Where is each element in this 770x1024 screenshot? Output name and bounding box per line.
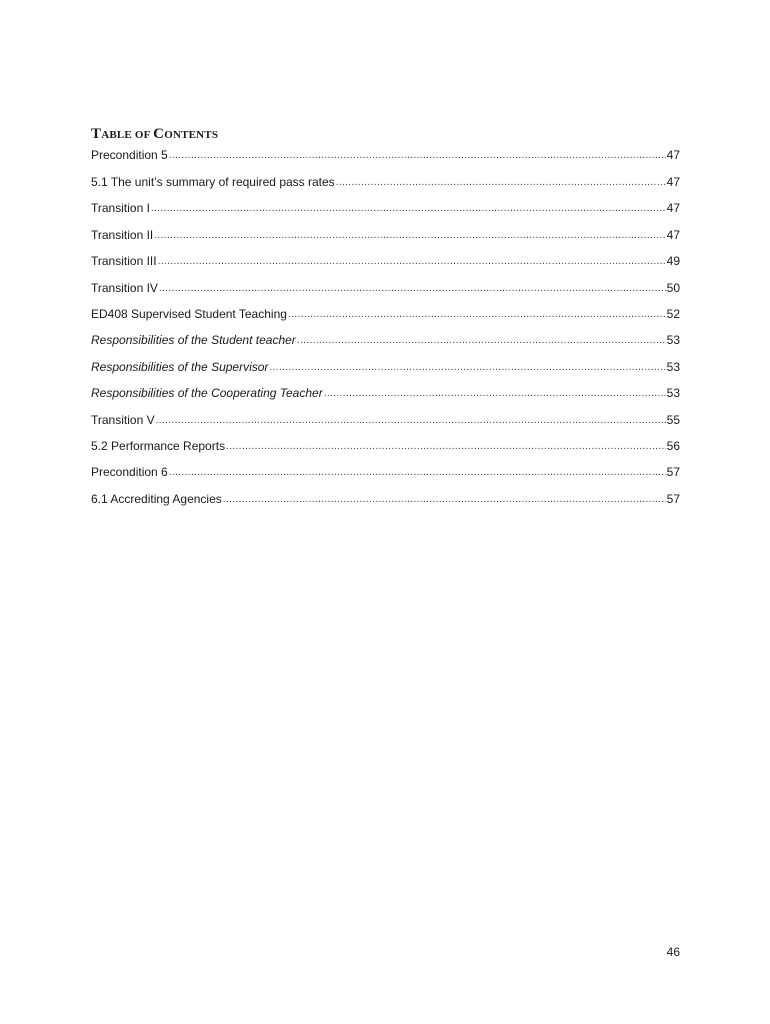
toc-entry-page: 52 xyxy=(666,306,680,321)
toc-entry-page: 57 xyxy=(666,465,680,480)
toc-entry-page: 55 xyxy=(666,412,680,427)
toc-entry-title: Responsibilities of the Student teacher xyxy=(91,333,296,348)
toc-entry-page: 47 xyxy=(666,175,680,189)
toc-entry-page: 53 xyxy=(666,359,680,374)
toc-entry[interactable] xyxy=(91,305,680,331)
toc-dot-leader xyxy=(156,412,666,430)
toc-entry-page: 47 xyxy=(666,148,680,162)
toc-entry-title: Responsibilities of the Cooperating Teacher xyxy=(91,386,323,401)
toc-dot-leader xyxy=(169,464,666,482)
toc-heading-cap-1: T xyxy=(91,126,102,142)
toc-entry-title: 6.1 Accrediting Agencies xyxy=(91,491,222,506)
toc-entry[interactable] xyxy=(91,490,680,516)
toc-dot-leader xyxy=(159,280,666,298)
toc-entry-page: 50 xyxy=(666,280,680,295)
toc-dot-leader xyxy=(297,332,666,350)
toc-list xyxy=(91,146,680,516)
toc-entry-title: 5.2 Performance Reports xyxy=(91,438,226,453)
toc-entry-title: ED408 Supervised Student Teaching xyxy=(91,306,287,321)
toc-entry-page: 47 xyxy=(666,201,680,216)
toc-entry[interactable] xyxy=(91,437,680,463)
toc-heading-cap-2: C xyxy=(153,126,165,142)
toc-entry-page: 56 xyxy=(666,438,680,453)
toc-entry[interactable] xyxy=(91,199,680,225)
toc-entry-page: 49 xyxy=(666,254,680,269)
toc-entry-title: Transition III xyxy=(91,254,157,269)
toc-entry[interactable] xyxy=(91,279,680,305)
toc-entry[interactable] xyxy=(91,331,680,357)
toc-dot-leader xyxy=(151,200,666,218)
toc-entry[interactable] xyxy=(91,384,680,410)
toc-dot-leader xyxy=(169,147,666,165)
toc-entry-title: Transition II xyxy=(91,227,154,242)
toc-entry-title: Transition V xyxy=(91,412,155,427)
toc-entry-title: Precondition 5 xyxy=(91,148,168,162)
toc-entry[interactable] xyxy=(91,146,680,173)
toc-dot-leader xyxy=(288,306,666,324)
toc-entry-title: 5.1 The unit’s summary of required pass rates xyxy=(91,175,335,189)
toc-entry[interactable] xyxy=(91,358,680,384)
toc-entry-page: 53 xyxy=(666,333,680,348)
toc-entry[interactable] xyxy=(91,226,680,252)
toc-heading-rest-2: ONTENTS xyxy=(164,129,219,141)
page-number: 46 xyxy=(666,945,680,959)
toc-entry[interactable] xyxy=(91,463,680,489)
toc-entry-title: Transition I xyxy=(91,201,150,216)
toc-heading xyxy=(91,126,218,143)
toc-dot-leader xyxy=(158,253,666,271)
toc-dot-leader xyxy=(336,174,666,192)
toc-dot-leader xyxy=(223,491,666,509)
toc-dot-leader xyxy=(154,227,665,245)
toc-entry[interactable] xyxy=(91,173,680,199)
toc-entry-page: 53 xyxy=(666,386,680,401)
toc-entry-title: Transition IV xyxy=(91,280,158,295)
toc-entry-title: Precondition 6 xyxy=(91,465,168,480)
toc-entry-title: Responsibilities of the Supervisor xyxy=(91,359,269,374)
toc-entry[interactable] xyxy=(91,252,680,278)
toc-heading-rest-1: ABLE OF xyxy=(101,129,154,141)
toc-dot-leader xyxy=(226,438,666,456)
toc-entry-page: 57 xyxy=(666,491,680,506)
toc-entry[interactable] xyxy=(91,411,680,437)
toc-dot-leader xyxy=(269,359,665,377)
toc-entry-page: 47 xyxy=(666,227,680,242)
toc-dot-leader xyxy=(324,385,666,403)
